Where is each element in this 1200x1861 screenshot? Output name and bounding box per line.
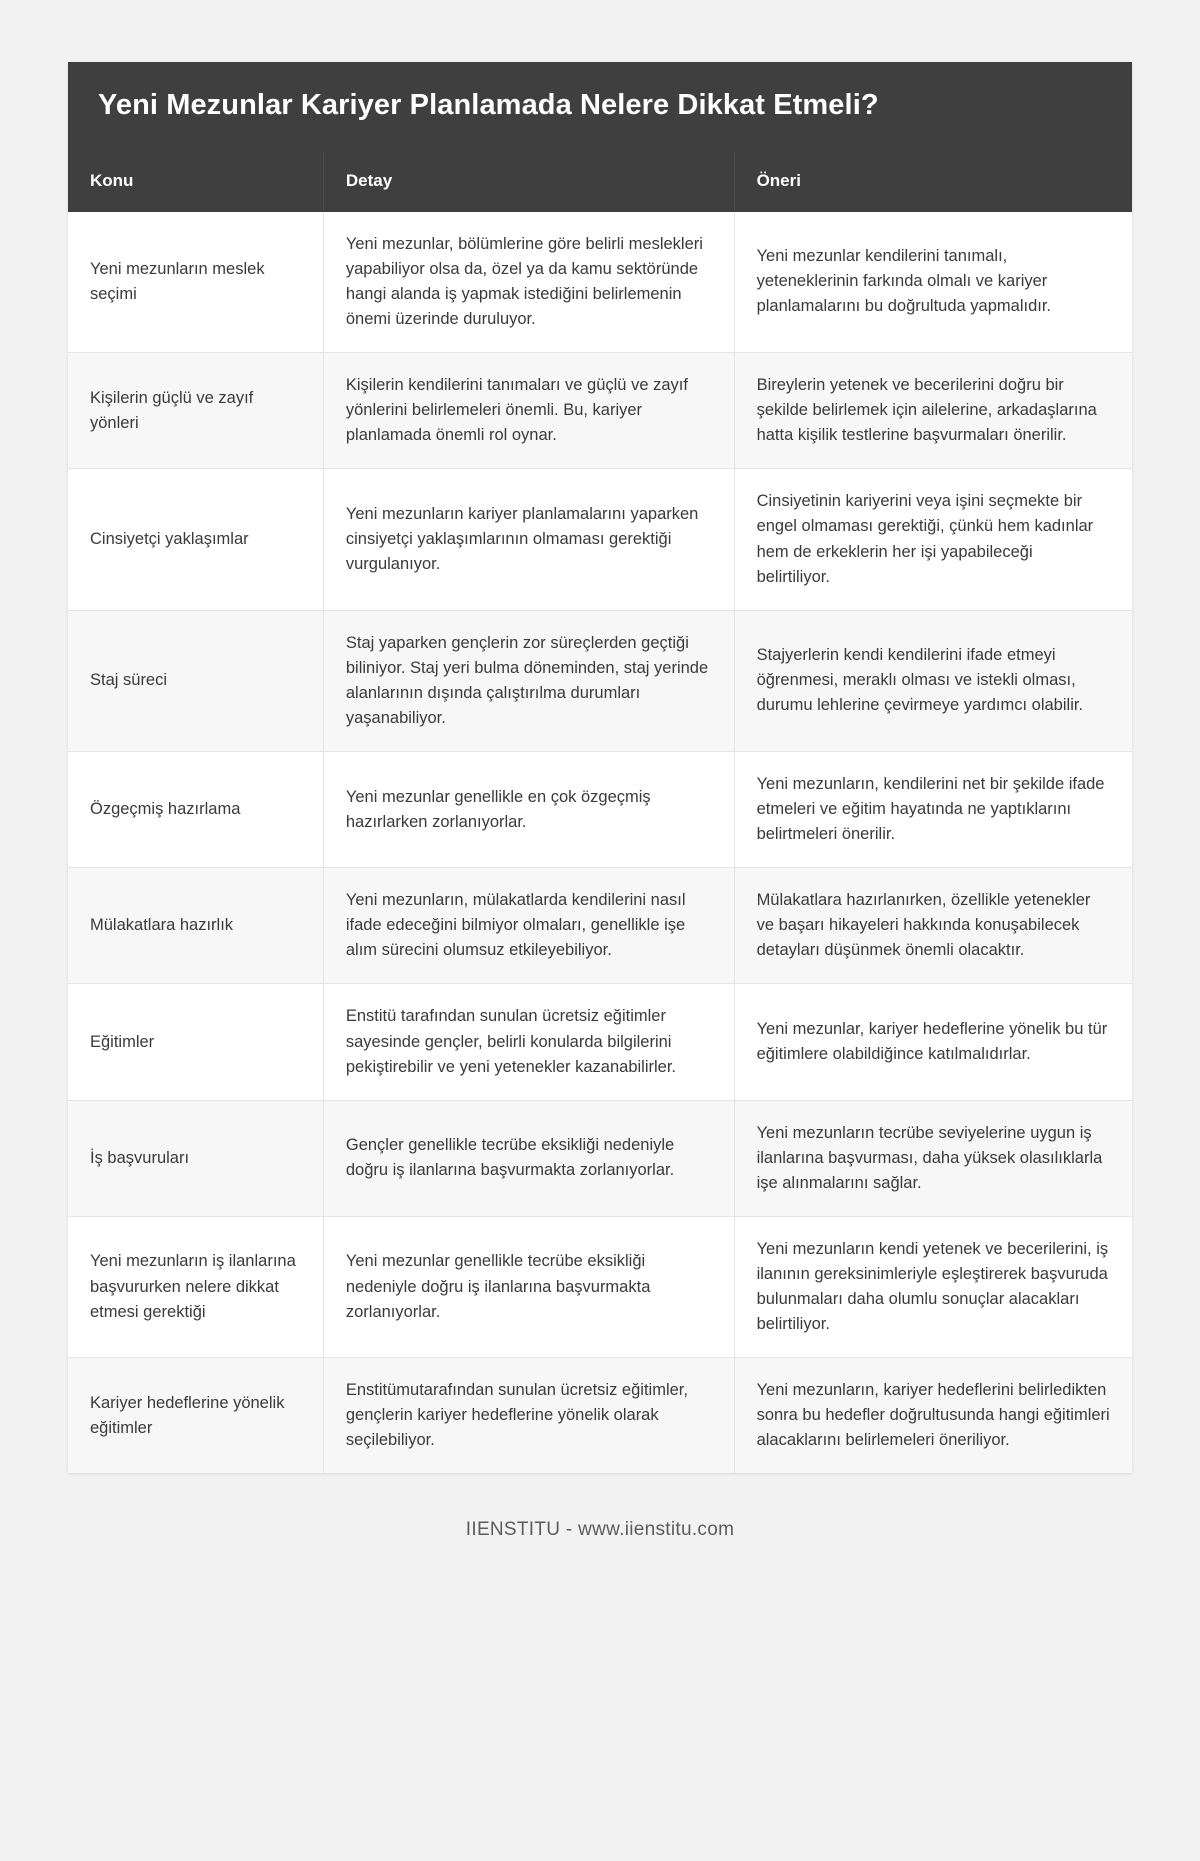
table-row: [68, 610, 1132, 751]
career-advice-table: [68, 151, 1132, 1474]
cell-konu: Mülakatlara hazırlık: [68, 868, 323, 984]
table-header: [68, 151, 1132, 212]
cell-oneri: Yeni mezunların, kariyer hedeflerini belirledikten sonra bu hedefler doğrultusunda hangi eğitimleri alacaklarını belirlemeleri öneriliyor.: [734, 1358, 1132, 1474]
table-row: [68, 868, 1132, 984]
cell-detay: Yeni mezunlar genellikle tecrübe eksikliği nedeniyle doğru iş ilanlarına başvurmakta zorlanıyorlar.: [323, 1216, 734, 1357]
cell-oneri: Mülakatlara hazırlanırken, özellikle yetenekler ve başarı hikayeleri hakkında konuşabilecek detayları düşünmek önemli olacaktır.: [734, 868, 1132, 984]
table-row: [68, 469, 1132, 610]
table-header-row: [68, 151, 1132, 212]
cell-oneri: Cinsiyetinin kariyerini veya işini seçmekte bir engel olmaması gerektiği, çünkü hem kadınlar hem de erkeklerin her işi yapabileceği belirtiliyor.: [734, 469, 1132, 610]
table-body: [68, 212, 1132, 1474]
cell-oneri: Stajyerlerin kendi kendilerini ifade etmeyi öğrenmesi, meraklı olması ve istekli olması, durumu lehlerine çevirmeye yardımcı olabilir.: [734, 610, 1132, 751]
cell-konu: İş başvuruları: [68, 1100, 323, 1216]
page-title: Yeni Mezunlar Kariyer Planlamada Nelere Dikkat Etmeli?: [98, 89, 879, 121]
cell-detay: Kişilerin kendilerini tanımaları ve güçlü ve zayıf yönlerini belirlemeleri önemli. Bu, kariyer planlamada önemli rol oynar.: [323, 353, 734, 469]
cell-konu: Özgeçmiş hazırlama: [68, 751, 323, 867]
column-header-konu: Konu: [68, 151, 323, 212]
cell-oneri: Bireylerin yetenek ve becerilerini doğru bir şekilde belirlemek için ailelerine, arkadaşlarına hatta kişilik testlerine başvurmaları önerilir.: [734, 353, 1132, 469]
cell-oneri: Yeni mezunların, kendilerini net bir şekilde ifade etmeleri ve eğitim hayatında ne yaptıklarını belirtmeleri önerilir.: [734, 751, 1132, 867]
cell-konu: Eğitimler: [68, 984, 323, 1100]
cell-konu: Cinsiyetçi yaklaşımlar: [68, 469, 323, 610]
table-row: [68, 984, 1132, 1100]
table-row: [68, 353, 1132, 469]
table-row: [68, 1358, 1132, 1474]
cell-detay: Enstitü tarafından sunulan ücretsiz eğitimler sayesinde gençler, belirli konularda bilgilerini pekiştirebilir ve yeni yetenekler kazanabilirler.: [323, 984, 734, 1100]
table-row: [68, 751, 1132, 867]
cell-detay: Gençler genellikle tecrübe eksikliği nedeniyle doğru iş ilanlarına başvurmakta zorlanıyorlar.: [323, 1100, 734, 1216]
column-header-detay: Detay: [323, 151, 734, 212]
footer-attribution: IIENSTITU - www.iienstitu.com: [465, 1519, 735, 1541]
cell-detay: Staj yaparken gençlerin zor süreçlerden geçtiği biliniyor. Staj yeri bulma döneminden, staj yerinde alanlarının dışında çalıştırılma durumları yaşanabiliyor.: [323, 610, 734, 751]
cell-konu: Kariyer hedeflerine yönelik eğitimler: [68, 1358, 323, 1474]
cell-detay: Yeni mezunların, mülakatlarda kendilerini nasıl ifade edeceğini bilmiyor olmaları, genellikle işe alım sürecini olumsuz etkileyebiliyor.: [323, 868, 734, 984]
cell-oneri: Yeni mezunlar kendilerini tanımalı, yeteneklerinin farkında olmalı ve kariyer planlamalarını bu doğrultuda yapmalıdır.: [734, 212, 1132, 353]
cell-oneri: Yeni mezunlar, kariyer hedeflerine yönelik bu tür eğitimlere olabildiğince katılmalıdırlar.: [734, 984, 1132, 1100]
table-row: [68, 1216, 1132, 1357]
title-bar: [68, 62, 1132, 151]
table-row: [68, 212, 1132, 353]
cell-detay: Yeni mezunların kariyer planlamalarını yaparken cinsiyetçi yaklaşımlarının olmaması gerektiği vurgulanıyor.: [323, 469, 734, 610]
cell-konu: Staj süreci: [68, 610, 323, 751]
cell-oneri: Yeni mezunların tecrübe seviyelerine uygun iş ilanlarına başvurması, daha yüksek olasılıklarla işe alınmalarını sağlar.: [734, 1100, 1132, 1216]
cell-detay: Enstitümutarafından sunulan ücretsiz eğitimler, gençlerin kariyer hedeflerine yönelik olarak seçilebiliyor.: [323, 1358, 734, 1474]
cell-detay: Yeni mezunlar genellikle en çok özgeçmiş hazırlarken zorlanıyorlar.: [323, 751, 734, 867]
content-card: [68, 62, 1132, 1473]
column-header-oneri: Öneri: [734, 151, 1132, 212]
cell-konu: Yeni mezunların meslek seçimi: [68, 212, 323, 353]
cell-detay: Yeni mezunlar, bölümlerine göre belirli meslekleri yapabiliyor olsa da, özel ya da kamu sektöründe hangi alanda iş yapmak istediğini belirlemenin önemi üzerinde duruluyor.: [323, 212, 734, 353]
table-row: [68, 1100, 1132, 1216]
cell-konu: Kişilerin güçlü ve zayıf yönleri: [68, 353, 323, 469]
cell-konu: Yeni mezunların iş ilanlarına başvururken nelere dikkat etmesi gerektiği: [68, 1216, 323, 1357]
cell-oneri: Yeni mezunların kendi yetenek ve becerilerini, iş ilanının gereksinimleriyle eşleştirerek başvuruda bulunmaları daha olumlu sonuçlar alacakları belirtiliyor.: [734, 1216, 1132, 1357]
